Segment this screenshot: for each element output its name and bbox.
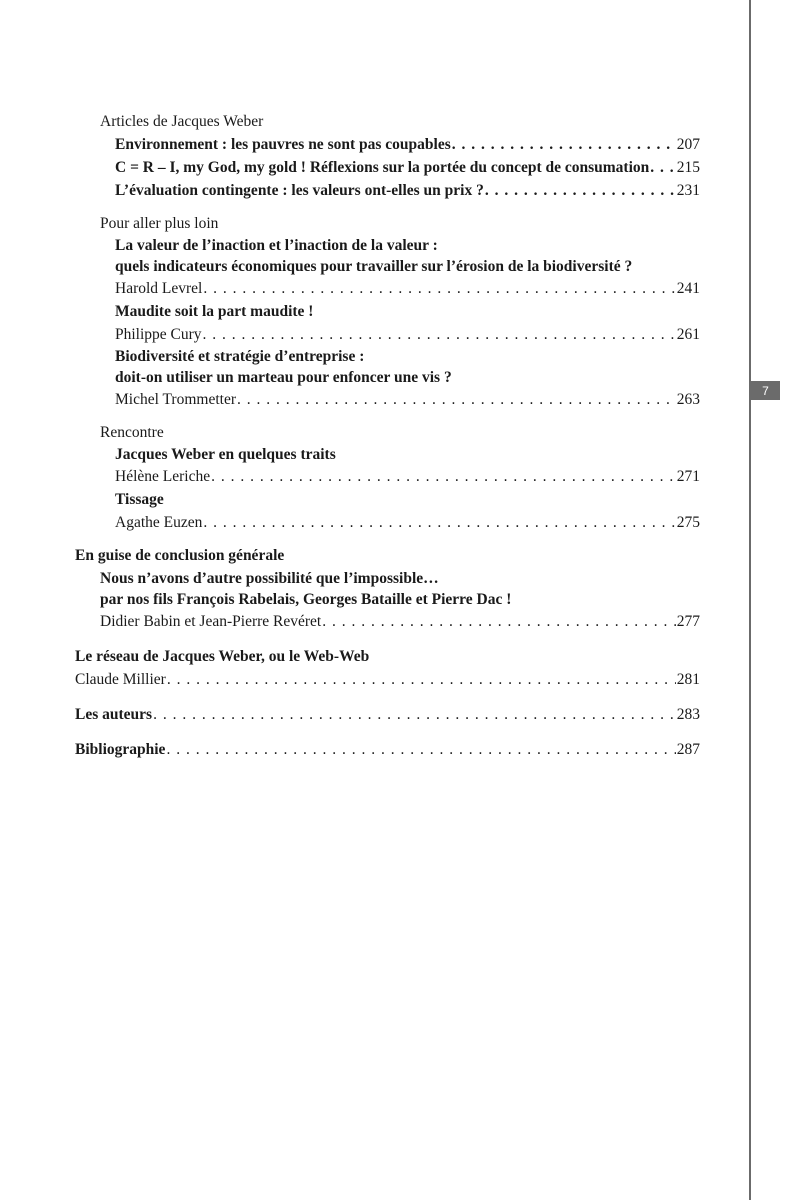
entry-title: L’évaluation contingente : les valeurs ont-elles un prix ? xyxy=(115,182,484,199)
toc-entry[interactable] xyxy=(100,612,700,631)
entry-page: 263 xyxy=(676,391,700,408)
entry-page: 241 xyxy=(676,280,700,297)
leader-dots xyxy=(650,158,675,177)
entry-page: 281 xyxy=(676,671,700,688)
entry-title-line: par nos fils François Rabelais, Georges Bataille et Pierre Dac ! xyxy=(100,591,512,608)
leader-dots xyxy=(153,705,676,724)
entry-title-line: Jacques Weber en quelques traits xyxy=(115,446,336,463)
entry-author: Didier Babin et Jean-Pierre Revéret xyxy=(100,613,322,630)
entry-author: Philippe Cury xyxy=(115,326,202,343)
margin-rule xyxy=(749,0,751,1200)
entry-title: C = R – I, my God, my gold ! Réflexions sur la portée du concept de consumation xyxy=(115,159,650,176)
entry-author: Hélène Leriche xyxy=(115,468,211,485)
toc-entry[interactable] xyxy=(75,740,700,759)
leader-dots xyxy=(203,513,675,532)
entry-page: 275 xyxy=(676,514,700,531)
entry-title-line: doit-on utiliser un marteau pour enfoncer une vis ? xyxy=(115,369,452,386)
entry-title-line: Tissage xyxy=(115,491,164,508)
section-heading-reseau: Le réseau de Jacques Weber, ou le Web-Web xyxy=(75,648,370,665)
entry-title: Environnement : les pauvres ne sont pas coupables xyxy=(115,136,451,153)
entry-title-line: Maudite soit la part maudite ! xyxy=(115,303,314,320)
leader-dots xyxy=(322,612,676,631)
entry-page: 287 xyxy=(676,741,700,758)
entry-author: Harold Levrel xyxy=(115,280,203,297)
entry-title-line: Nous n’avons d’autre possibilité que l’impossible… xyxy=(100,570,439,587)
toc-entry[interactable] xyxy=(115,390,700,409)
entry-page: 261 xyxy=(676,326,700,343)
entry-page: 283 xyxy=(676,706,700,723)
leader-dots xyxy=(203,325,676,344)
entry-page: 215 xyxy=(676,159,700,176)
entry-title: Les auteurs xyxy=(75,706,153,723)
toc-entry[interactable] xyxy=(115,467,700,486)
section-heading-rencontre: Rencontre xyxy=(100,424,164,441)
leader-dots xyxy=(485,181,676,200)
leader-dots xyxy=(237,390,676,409)
entry-author: Claude Millier xyxy=(75,671,166,688)
toc-entry[interactable] xyxy=(115,513,700,532)
entry-author: Agathe Euzen xyxy=(115,514,203,531)
entry-title-line: quels indicateurs économiques pour travailler sur l’érosion de la biodiversité ? xyxy=(115,258,633,275)
leader-dots xyxy=(166,740,675,759)
entry-author: Michel Trommetter xyxy=(115,391,236,408)
leader-dots xyxy=(452,135,676,154)
entry-page: 207 xyxy=(676,136,700,153)
toc-entry[interactable] xyxy=(115,158,700,177)
section-heading-articles: Articles de Jacques Weber xyxy=(100,113,264,130)
section-heading-pour-aller-plus-loin: Pour aller plus loin xyxy=(100,215,219,232)
entry-page: 277 xyxy=(676,613,700,630)
toc-entry[interactable] xyxy=(115,325,700,344)
leader-dots xyxy=(203,279,675,298)
entry-page: 271 xyxy=(676,468,700,485)
leader-dots xyxy=(211,467,676,486)
page-number-tab: 7 xyxy=(751,381,780,400)
toc-entry[interactable] xyxy=(115,279,700,298)
toc-entry[interactable] xyxy=(115,181,700,200)
toc-entry[interactable] xyxy=(115,135,700,154)
entry-title-line: Biodiversité et stratégie d’entreprise : xyxy=(115,348,365,365)
toc-entry[interactable] xyxy=(75,705,700,724)
entry-title: Bibliographie xyxy=(75,741,166,758)
toc-entry[interactable] xyxy=(75,670,700,689)
entry-page: 231 xyxy=(676,182,700,199)
section-heading-conclusion: En guise de conclusion générale xyxy=(75,547,285,564)
entry-title-line: La valeur de l’inaction et l’inaction de la valeur : xyxy=(115,237,438,254)
leader-dots xyxy=(167,670,676,689)
